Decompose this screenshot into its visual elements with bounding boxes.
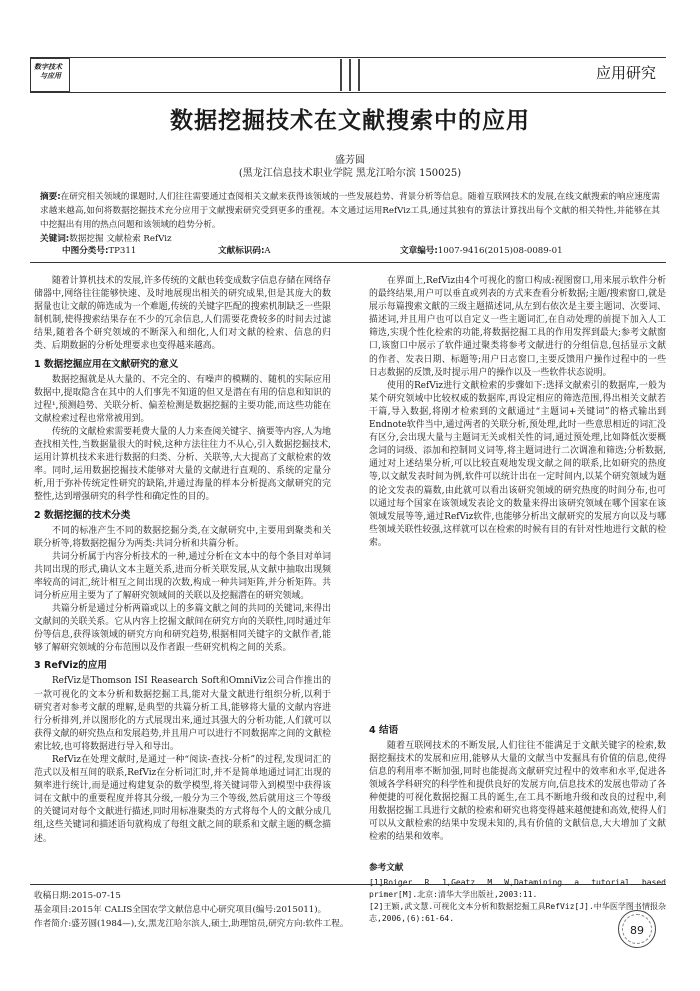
journal-name-line2: 与应用: [40, 71, 61, 80]
section-2-paragraph: 共词分析属于内容分析技术的一种,通过分析在文本中的每个条目对单词共同出现的形式,确认文本主题关系,进而分析关联发展,从文献中抽取出现频率较高的词汇,统计相互之间出现的次数,构成一种共词矩阵,并分析矩阵。共词分析应用主要为了了解研究领域间的关联以及挖掘潜在的研究领域。: [34, 551, 331, 601]
header-bottom-rule: [30, 92, 666, 93]
references-heading: 参考文献: [369, 862, 404, 873]
conclusion-paragraph: 随着互联网技术的不断发展,人们往往不能满足于文献关键字的检索,数据挖掘技术的发展和应用,能够从大量的文献当中发掘具有价值的信息,使得信息的利用率不断加强,同时也能提高文献研究过程中的效率和水平,促进各领域各学科研究的科学性和提供良好的发展方向,信息技术的发展也带动了各种便捷的可视化数据挖掘工具的诞生,在工具不断地升级和改良的过程中,利用数据挖掘工具进行文献的检索和研究也将变得越来越便捷和高效,使得人们可以从文献检索的结果中发现未知的,具有价值的文献信息,大大增加了文献检索的结果和效率。: [369, 740, 666, 843]
fund-info: 基金项目:2015年 CALIS全国农学文献信息中心研究项目(编号:2015011)。: [34, 905, 327, 915]
left-column: [34, 275, 331, 844]
footnotes: [34, 889, 348, 931]
abstract-label: 摘要:: [40, 192, 61, 202]
abstract-text: 在研究相关领域的课题时,人们往往需要通过查阅相关文献来获得该领域的一些发展趋势、背景分析等信息。随着互联网技术的发展,在线文献搜索的响应速度需求越来越高,如何将数据挖掘技术充分应用于文献搜索研究受到更多的重视。本文通过运用RefViz工具,通过其独有的算法计算找出每个文献的相关特性,并能够在其中挖掘出有用的热点问题和该领域的趋势分析。: [40, 192, 661, 230]
author-affiliation: (黑龙江信息技术职业学院 黑龙江哈尔滨 150025): [238, 168, 462, 179]
section-1-heading: 1 数据挖掘应用在文献研究的意义: [34, 358, 179, 370]
journal-logo: [30, 58, 70, 92]
section-label: 应用研究: [595, 64, 656, 82]
header-top-rule: [30, 57, 666, 58]
author-bio: 作者简介:盛芳圆(1984—),女,黑龙江哈尔滨人,硕士,助理馆员,研究方向:软件工程。: [34, 919, 349, 929]
section-3-paragraph: RefViz在处理文献时,是通过一种“阅读-查找-分析”的过程,发现词汇的范式以及相互间的联系,RefViz在分析词汇时,并不是简单地通过词汇出现的频率进行统计,而是通过构建复杂的数学模型,将关键词带入到模型中获得该词在文献中的重要程度并将其分级,一般分为三个等级,然后就用这三个等级的关键词对每个文献进行描述,同时用标准聚类的方式将每个人的文献分成几组,这些关键词和描述语句就构成了每组文献之间的联系和文献主题的概念描述。: [34, 755, 331, 844]
document-code: 文献标识码:A: [218, 246, 271, 256]
section-3-paragraph: RefViz是Thomson ISI Reasearch Soft和OmniViz公司合作推出的一款可视化的文本分析和数据挖掘工具,能对大量文献进行组织分析,以利于研究者对参考文献的理解,是典型的共篇分析工具,能够将大量的文献内容进行分析排列,并以图形化的方式展现出来,通过其强大的分析功能,人们就可以获得文献的研究热点和发展趋势,并且用户可以进行不同数据库之间的文献检索比较,也可将数据进行导入和导出。: [34, 676, 331, 752]
page-number: 89: [630, 924, 644, 937]
section-3-heading: 3 RefViz的应用: [34, 660, 107, 672]
clc-number: 中图分类号:TP311: [62, 246, 137, 256]
abstract: [40, 190, 660, 246]
reference-item: [1]Roiger R J,Geatz M W,Datamining a tutorial based primer[M].北京:清华大学出版社,2003:11.: [369, 877, 666, 899]
section-4-heading: 4 结语: [369, 724, 399, 736]
journal-name-line1: 数字技术: [34, 62, 62, 71]
right-column: [369, 275, 666, 925]
received-date: 收稿日期:2015-07-15: [34, 891, 121, 901]
footnote-rule: [30, 884, 666, 885]
article-title: 数据挖掘技术在文献搜索中的应用: [170, 108, 530, 134]
page-number-badge: [618, 910, 656, 948]
intro-paragraph: 随着计算机技术的发展,许多传统的文献也转变成数字信息存储在网络存储器中,网络往往能够快速、及时地展现出相关的研究成果,但是其庞大的数据量也让文献的筛选成为一个难题,传统的关键字匹配的搜索机制缺乏一些限制机制,使得搜索结果存在不少的冗余信息,人们需要花费较多的时间去过滤结果,随着各个研究领域的不断深入和细化,人们对文献的检索、信息的归类、后期数据的分析处理要求也变得越来越高。: [34, 276, 331, 352]
keywords-label: 关键词:: [40, 234, 70, 244]
section-3-paragraph: 在界面上,RefViz由4个可视化的窗口构成:视图窗口,用来展示软件分析的最终结果,用户可以垂直或列表的方式来查看分析数据;主题/搜索窗口,就是展示每篇搜索文献的三级主题描述词,从左到右依次是主要主题词、次要词、描述词,并且用户也可以自定义一些主题词汇,在自动处理的前提下加入人工筛选,实现个性化检索的功能,将数据挖掘工具的作用发挥到最大;参考文献窗口,该窗口中展示了软件通过聚类将参考文献进行的分组信息,包括显示文献的作者、发表日期、标题等;用户日志窗口,主要反馈用户操作过程中的一些日志数据的反馈,及时提示用户的操作以及一些软件状态说明。: [369, 276, 666, 378]
article-author: 盛芳圆: [335, 155, 365, 166]
section-2-heading: 2 数据挖掘的技术分类: [34, 509, 131, 521]
abstract-rule: [30, 262, 666, 263]
section-2-paragraph: 不同的标准产生不同的数据挖掘分类,在文献研究中,主要用到聚类和关联分析等,将数据挖掘分为两类:共词分析和共篇分析。: [34, 525, 331, 549]
section-1-paragraph: 传统的文献检索需要耗费大量的人力来查阅关键字、摘要等内容,人为地查找相关性,当数据量很大的时候,这种方法往往力不从心,引入数据挖掘技术,运用计算机技术来进行数据的归类、分析、关联等,大大提高了文献检索的效率。同时,运用数据挖掘技术能够对大量的文献进行直观的、系统的定量分析,用于弥补传统定性研究的缺陷,并通过海量的样本分析提高文献研究的完整性,达到增强研究的科学性和确定性的目的。: [34, 426, 331, 503]
section-2-paragraph: 共篇分析是通过分析两篇或以上的多篇文献之间的共同的关键词,来得出文献间的关联关系。它从内容上挖掘文献间在研究方向的关联性,同时通过年份等信息,获得该领域的研究方向和研究趋势,根据相同关键字的文献作者,能够了解研究领域的分布范围以及作者跟一些研究机构之间的关系。: [34, 604, 331, 654]
section-1-paragraph: 数据挖掘就是从大量的、不完全的、有噪声的模糊的、随机的实际应用数据中,提取隐含在其中的人们事先不知道的但又是潜在有用的信息和知识的过程¹,预测趋势、关联分析、偏差检测是数据挖掘的主要功能,而这些功能在文献检索过程也常常被用到。: [34, 374, 331, 424]
reference-item: [2]王颖,武文慧.可视化文本分析和数据挖掘工具RefViz[J].中华医学图书情报杂志,2006,(6):61-64.: [369, 901, 666, 923]
keywords-text: 数据挖掘 文献检索 RefViz: [69, 234, 172, 244]
section-3-paragraph: 使用的RefViz进行文献检索的步骤如下:选择文献索引的数据库,一般为某个研究领域中比较权威的数据库,再设定相应的筛选范围,得出相关文献若干篇,导入数据,将刚才检索到的文献通过“主题词+关键词”的格式输出到Endnote软件当中,通过两者的关联分析,预处理,此时一些意思相近的词汇没有区分,会出现大量与主题词无关或相关性的词,通过预处理,比如降低次要概念词的词级、添加和控制同义词等,将主题词进行二次调准和筛选;分析数据,通过对上述结果分析,可以比较直观地发现文献之间的联系,比如研究的热度等,以文献发表时间为例,软件可以统计出在一定时间内,以某个研究领域为题的论文发表的篇数,由此就可以看出该研究领域的研究热度的时间分布,也可以通过每个国家在该领域发表论文的数量来得出该研究领域在哪个国家在该领域发展等等,通过RefViz软件,也能够分析出文献研究的发展方向以及与哪些领域关联性较强,这样就可以在检索的时候有目的有针对性地进行文献的检索。: [369, 380, 666, 548]
article-number: 文章编号:1007-9416(2015)08-0089-01: [400, 246, 563, 256]
